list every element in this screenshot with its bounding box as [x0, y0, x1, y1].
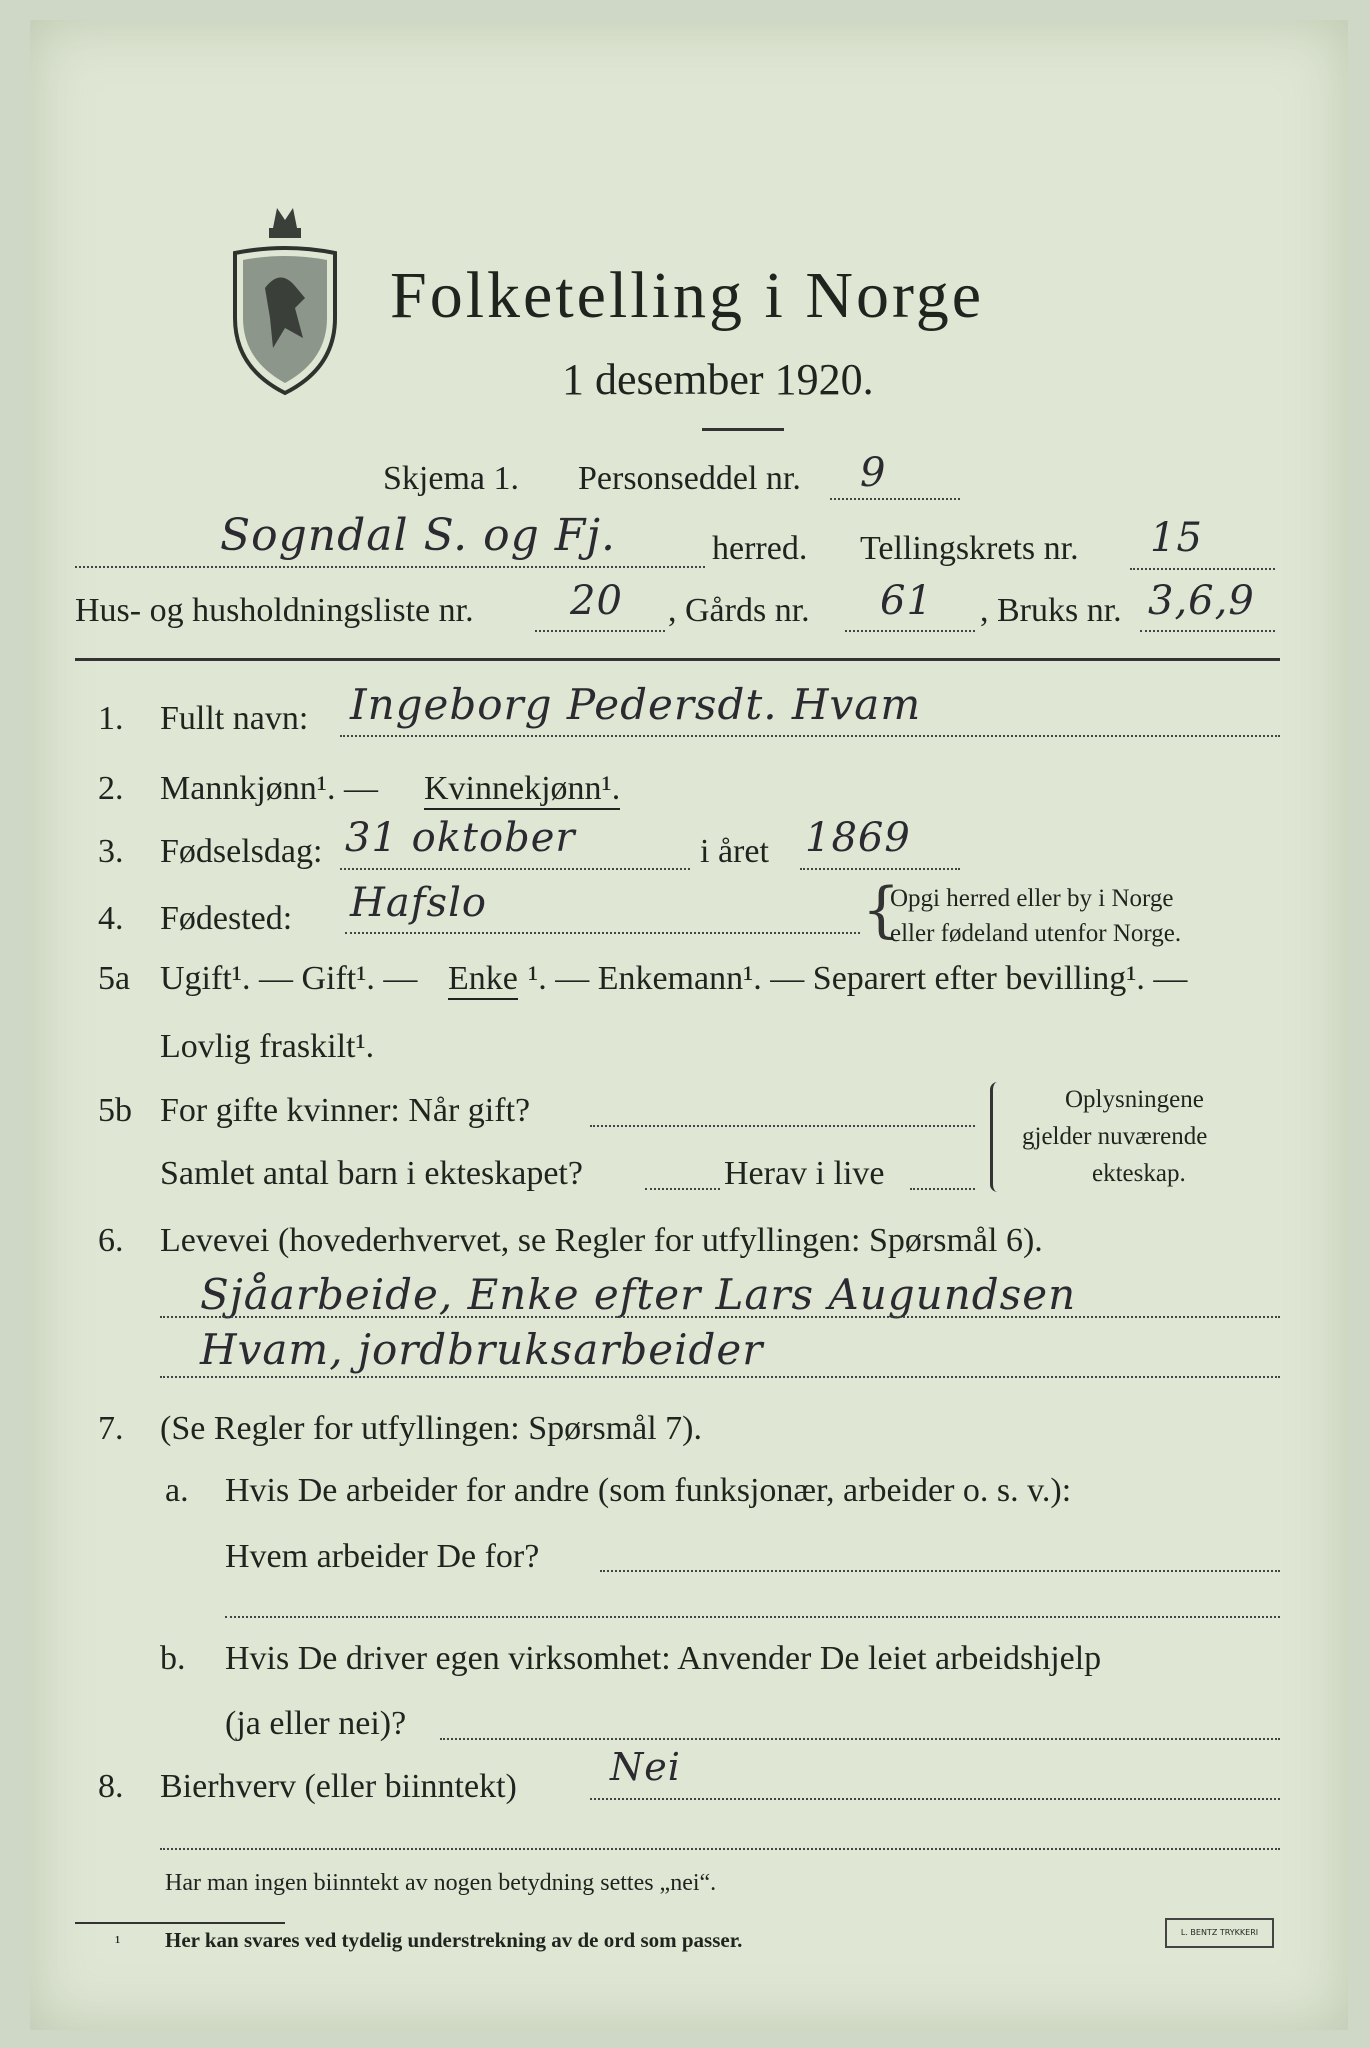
q4-number: 4.	[98, 900, 124, 937]
q5b-children-line	[645, 1188, 720, 1190]
q7-number: 7.	[98, 1410, 124, 1447]
herred-label: herred.	[712, 530, 808, 567]
q8-label: Bierhverv (eller biinntekt)	[160, 1768, 517, 1805]
q4-line	[345, 932, 860, 934]
q4-note-2: eller fødeland utenfor Norge.	[890, 920, 1182, 947]
q8-extra-line	[160, 1848, 1280, 1850]
q7b-line	[440, 1738, 1280, 1740]
q5b-married-when: For gifte kvinner: Når gift?	[160, 1092, 531, 1129]
q4-brace: {	[862, 875, 901, 945]
q5b-alive-label: Herav i live	[724, 1155, 885, 1192]
q7a-employer-label: Hvem arbeider De for?	[225, 1538, 540, 1575]
q7b-letter: b.	[160, 1640, 186, 1677]
q5a-options-start[interactable]: Ugift¹. — Gift¹. —	[160, 960, 418, 997]
header-divider	[75, 658, 1280, 661]
q4-label: Fødested:	[160, 900, 293, 937]
q5a-options-end[interactable]: ¹. — Enkemann¹. — Separert efter bevilling¹. —	[528, 960, 1188, 997]
q5b-note-2: gjelder nuværende	[1022, 1123, 1208, 1150]
hus-value[interactable]: 20	[570, 578, 623, 624]
q1-label: Fullt navn:	[160, 700, 309, 737]
footer-note: Har man ingen biinntekt av nogen betydning settes „nei“.	[165, 1870, 717, 1896]
q5a-divorced-option[interactable]: Lovlig fraskilt¹.	[160, 1028, 375, 1065]
tellingskrets-value[interactable]: 15	[1150, 515, 1203, 561]
hus-line	[535, 630, 665, 632]
schema-label: Skjema 1.	[383, 460, 519, 497]
herred-line	[75, 566, 705, 568]
q5a-widow-option[interactable]: Enke	[448, 960, 518, 1000]
form-date: 1 desember 1920.	[562, 355, 874, 404]
q4-birthplace-value[interactable]: Hafslo	[350, 880, 487, 926]
q5b-alive-line	[910, 1188, 975, 1190]
q5b-note-1: Oplysningene	[1065, 1086, 1204, 1113]
q2-male-option[interactable]: Mannkjønn¹. —	[160, 770, 378, 807]
q3-year-value[interactable]: 1869	[805, 815, 911, 861]
q5b-number: 5b	[98, 1092, 132, 1129]
q2-female-option[interactable]: Kvinnekjønn¹.	[424, 770, 620, 810]
q3-year-label: i året	[700, 833, 769, 870]
q7b-yes-no-label: (ja eller nei)?	[225, 1705, 407, 1742]
q6-number: 6.	[98, 1222, 124, 1259]
q1-full-name[interactable]: Ingeborg Pedersdt. Hvam	[350, 680, 922, 729]
printer-stamp: L. BENTZ TRYKKERI	[1165, 1918, 1274, 1948]
bruks-label: , Bruks nr.	[980, 592, 1122, 629]
q6-occupation-line-2[interactable]: Hvam, jordbruksarbeider	[200, 1325, 764, 1374]
gards-value[interactable]: 61	[880, 578, 933, 624]
q6-line-2	[160, 1376, 1280, 1378]
gards-label: , Gårds nr.	[668, 592, 810, 629]
q5b-brace	[990, 1082, 1005, 1192]
q6-label: Levevei (hovederhvervet, se Regler for utfyllingen: Spørsmål 6).	[160, 1222, 1043, 1259]
q4-note-1: Opgi herred eller by i Norge	[890, 885, 1174, 912]
tellingskrets-label: Tellingskrets nr.	[860, 530, 1079, 567]
q7a-extra-line	[225, 1616, 1280, 1618]
footnote-mark: ¹	[115, 1932, 121, 1952]
q5b-children-label: Samlet antal barn i ekteskapet?	[160, 1155, 583, 1192]
q3-label: Fødselsdag:	[160, 833, 323, 870]
q7a-question: Hvis De arbeider for andre (som funksjonær, arbeider o. s. v.):	[225, 1472, 1072, 1509]
hus-label: Hus- og husholdningsliste nr.	[75, 592, 474, 629]
q8-line	[590, 1798, 1280, 1800]
q3-birthday-value[interactable]: 31 oktober	[345, 815, 576, 861]
title-divider	[702, 428, 784, 431]
q7b-question: Hvis De driver egen virksomhet: Anvender De leiet arbeidshjelp	[225, 1640, 1102, 1677]
bruks-value[interactable]: 3,6,9	[1148, 578, 1255, 624]
personseddel-value[interactable]: 9	[860, 450, 887, 496]
q5a-number: 5a	[98, 960, 131, 997]
q6-line-1	[160, 1316, 1280, 1318]
q7a-letter: a.	[165, 1472, 189, 1509]
herred-value[interactable]: Sogndal S. og Fj.	[220, 510, 616, 561]
q8-value[interactable]: Nei	[610, 1745, 681, 1789]
form-title: Folketelling i Norge	[390, 259, 985, 332]
q1-number: 1.	[98, 700, 124, 737]
q3-number: 3.	[98, 833, 124, 870]
q2-number: 2.	[98, 770, 124, 807]
q7a-employer-line	[600, 1570, 1280, 1572]
personseddel-line	[830, 498, 960, 500]
q5b-married-line	[590, 1125, 975, 1127]
footnote-divider	[75, 1922, 285, 1924]
footnote-text: Her kan svares ved tydelig understrekning av de ord som passer.	[165, 1928, 743, 1952]
q3-year-line	[800, 868, 960, 870]
q6-occupation-line-1[interactable]: Sjåarbeide, Enke efter Lars Augundsen	[200, 1270, 1077, 1319]
personseddel-label: Personseddel nr.	[578, 460, 801, 497]
tellingskrets-line	[1130, 568, 1275, 570]
gards-line	[845, 630, 975, 632]
q7-label: (Se Regler for utfyllingen: Spørsmål 7).	[160, 1410, 703, 1447]
q8-number: 8.	[98, 1768, 124, 1805]
q3-line	[340, 868, 690, 870]
bruks-line	[1140, 630, 1275, 632]
q5b-note-3: ekteskap.	[1092, 1160, 1186, 1187]
coat-of-arms-icon	[225, 198, 345, 398]
q1-line	[340, 735, 1280, 737]
